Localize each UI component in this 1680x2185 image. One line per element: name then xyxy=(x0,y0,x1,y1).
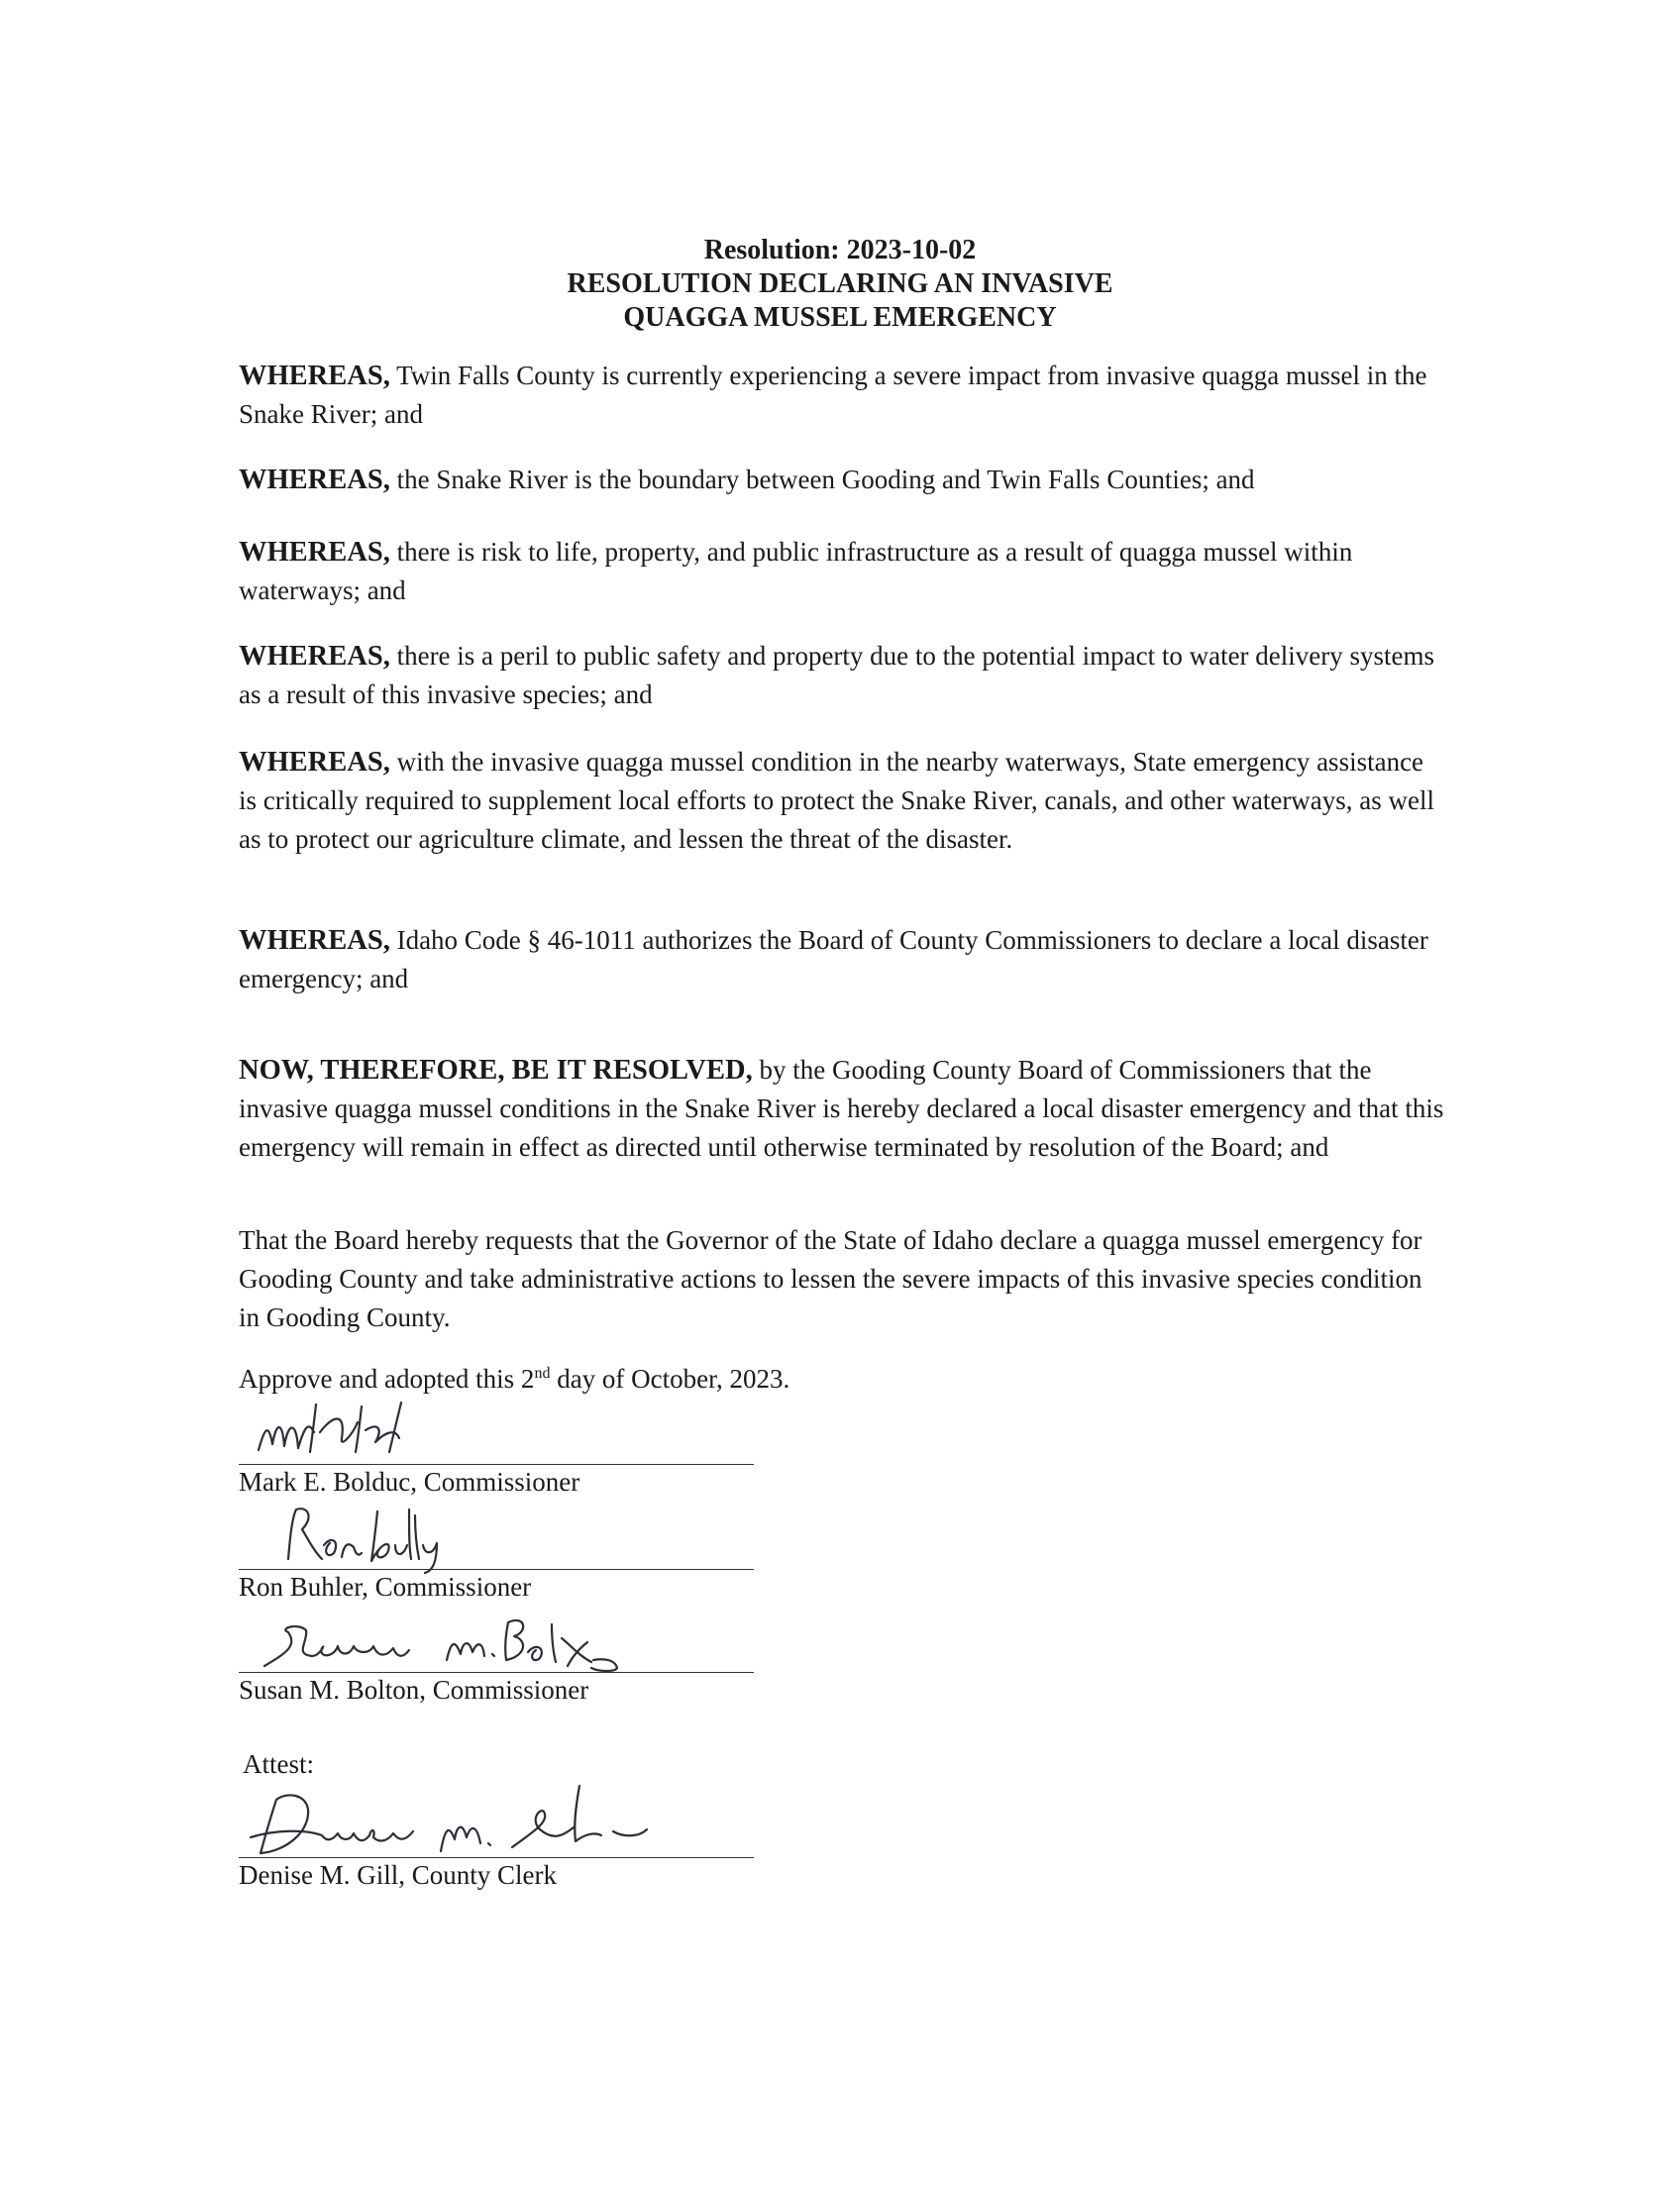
clause-text: there is risk to life, property, and public infrastructure as a result of quagga mussel within waterways; and xyxy=(239,537,1353,605)
signatory-name-bolton: Susan M. Bolton, Commissioner xyxy=(239,1675,589,1705)
signature-line xyxy=(239,1798,754,1858)
resolved-text: by the Gooding County Board of Commissioners that the invasive quagga mussel conditions in the Snake River is hereby declared a local disaster emergency and that this emergency will remain in effect as directed until otherwise terminated by resolution of the Board; and xyxy=(239,1055,1444,1162)
signature-image-gill xyxy=(247,1772,742,1861)
resolved-clause xyxy=(239,1051,1447,1167)
clause-keyword: WHEREAS, xyxy=(239,361,390,391)
clause-text: the Snake River is the boundary between Gooding and Twin Falls Counties; and xyxy=(396,465,1255,494)
whereas-clause-2 xyxy=(239,461,1447,499)
clause-text: there is a peril to public safety and property due to the potential impact to water delivery systems as a result of this invasive species; and xyxy=(239,641,1435,709)
attest-name-gill: Denise M. Gill, County Clerk xyxy=(239,1860,557,1890)
attest-label: Attest: xyxy=(243,1749,314,1779)
whereas-clause-4 xyxy=(239,637,1447,714)
adoption-superscript: nd xyxy=(534,1365,551,1382)
clause-keyword: WHEREAS, xyxy=(239,925,390,956)
whereas-clause-3 xyxy=(239,533,1447,610)
clause-text: Idaho Code § 46-1011 authorizes the Board of County Commissioners to declare a local disaster emergency; and xyxy=(239,925,1428,993)
resolution-number: Resolution: 2023-10-02 xyxy=(703,235,977,265)
signature-block-gill xyxy=(239,1798,754,1892)
resolved-keyword: NOW, THEREFORE, BE IT RESOLVED, xyxy=(239,1055,753,1086)
adoption-suffix: day of October, 2023. xyxy=(550,1364,790,1394)
resolution-title-line2: QUAGGA MUSSEL EMERGENCY xyxy=(623,302,1057,333)
clause-text: with the invasive quagga mussel condition in the nearby waterways, State emergency assistance is critically required to supplement local efforts to protect the Snake River, canals, and other waterways, as well as to protect our agriculture climate, and lessen the threat of the disaster. xyxy=(239,747,1435,854)
signature-line xyxy=(239,1405,754,1465)
signature-block-bolton xyxy=(239,1613,754,1707)
signature-line xyxy=(239,1613,754,1673)
signature-image-bolton xyxy=(259,1603,675,1682)
request-paragraph: That the Board hereby requests that the Governor of the State of Idaho declare a quagga mussel emergency for Gooding County and take administrative actions to lessen the severe impacts of this invasive species condition in Gooding County. xyxy=(239,1225,1422,1332)
signatory-name-bolduc: Mark E. Bolduc, Commissioner xyxy=(239,1467,580,1497)
clause-keyword: WHEREAS, xyxy=(239,465,390,495)
clause-keyword: WHEREAS, xyxy=(239,641,390,672)
signature-image-buhler xyxy=(278,1496,506,1575)
clause-keyword: WHEREAS, xyxy=(239,747,390,778)
signature-block-buhler xyxy=(239,1509,754,1604)
signature-line xyxy=(239,1509,754,1570)
whereas-clause-1 xyxy=(239,357,1447,434)
clause-text: Twin Falls County is currently experiencing a severe impact from invasive quagga mussel in the Snake River; and xyxy=(239,361,1427,429)
signatory-name-buhler: Ron Buhler, Commissioner xyxy=(239,1572,532,1602)
resolution-title-line1: RESOLUTION DECLARING AN INVASIVE xyxy=(567,268,1113,299)
signature-block-bolduc xyxy=(239,1405,754,1499)
clause-keyword: WHEREAS, xyxy=(239,537,390,568)
whereas-clause-6 xyxy=(239,921,1447,998)
signature-image-bolduc xyxy=(251,1393,478,1472)
whereas-clause-5 xyxy=(239,743,1447,859)
adoption-prefix: Approve and adopted this 2 xyxy=(239,1364,535,1394)
